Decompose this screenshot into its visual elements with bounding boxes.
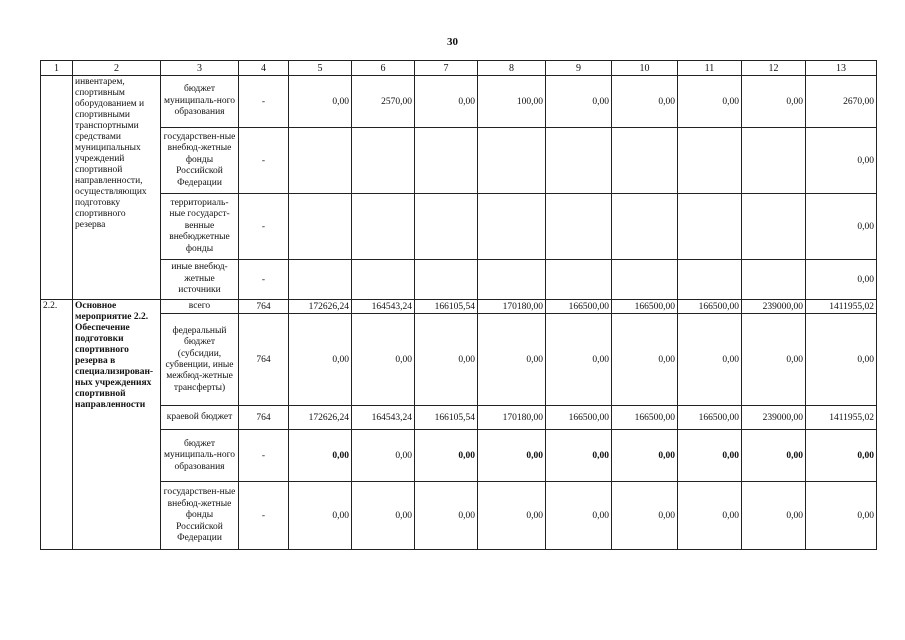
value-cell: 0,00 xyxy=(678,482,742,550)
column-header: 5 xyxy=(289,61,352,76)
value-cell xyxy=(289,260,352,300)
value-cell xyxy=(478,128,546,194)
value-cell xyxy=(352,194,415,260)
value-cell: 0,00 xyxy=(289,76,352,128)
value-cell: 0,00 xyxy=(546,482,612,550)
value-cell: 0,00 xyxy=(678,76,742,128)
value-cell: 172626,24 xyxy=(289,300,352,314)
value-cell: 0,00 xyxy=(352,430,415,482)
value-cell xyxy=(546,260,612,300)
value-cell: 166500,00 xyxy=(546,300,612,314)
value-cell: 0,00 xyxy=(289,482,352,550)
value-cell: 0,00 xyxy=(415,482,478,550)
value-cell: 0,00 xyxy=(289,430,352,482)
value-cell: 170180,00 xyxy=(478,300,546,314)
value-cell: 0,00 xyxy=(806,260,877,300)
funding-source-cell: государствен-ные внебюд-жетные фонды Российской Федерации xyxy=(161,482,239,550)
value-cell: 166500,00 xyxy=(612,300,678,314)
column-header: 1 xyxy=(41,61,73,76)
value-cell xyxy=(415,128,478,194)
value-cell: 0,00 xyxy=(742,482,806,550)
column-header: 9 xyxy=(546,61,612,76)
value-cell: 0,00 xyxy=(742,314,806,406)
column-header: 12 xyxy=(742,61,806,76)
value-cell: 2570,00 xyxy=(352,76,415,128)
value-cell: 166500,00 xyxy=(678,300,742,314)
value-cell: 0,00 xyxy=(678,430,742,482)
code-cell: - xyxy=(239,194,289,260)
table-row xyxy=(41,406,877,430)
value-cell xyxy=(478,260,546,300)
value-cell: 0,00 xyxy=(352,482,415,550)
table-row xyxy=(41,300,877,314)
value-cell xyxy=(612,194,678,260)
value-cell: 0,00 xyxy=(612,430,678,482)
value-cell: 0,00 xyxy=(478,314,546,406)
funding-source-cell: государствен-ные внебюд-жетные фонды Российской Федерации xyxy=(161,128,239,194)
column-header: 10 xyxy=(612,61,678,76)
column-header: 13 xyxy=(806,61,877,76)
value-cell xyxy=(612,128,678,194)
value-cell xyxy=(415,194,478,260)
funding-source-cell: краевой бюджет xyxy=(161,406,239,430)
column-header: 3 xyxy=(161,61,239,76)
code-cell: - xyxy=(239,128,289,194)
code-cell: 764 xyxy=(239,300,289,314)
funding-source-cell: бюджет муниципаль-ного образования xyxy=(161,76,239,128)
value-cell xyxy=(678,260,742,300)
value-cell xyxy=(546,128,612,194)
code-cell: 764 xyxy=(239,406,289,430)
value-cell xyxy=(478,194,546,260)
code-cell: 764 xyxy=(239,314,289,406)
value-cell: 0,00 xyxy=(478,430,546,482)
value-cell: 0,00 xyxy=(546,76,612,128)
value-cell xyxy=(612,260,678,300)
budget-table xyxy=(40,60,877,550)
value-cell: 0,00 xyxy=(742,76,806,128)
value-cell xyxy=(678,194,742,260)
value-cell: 166500,00 xyxy=(678,406,742,430)
value-cell: 164543,24 xyxy=(352,300,415,314)
code-cell: - xyxy=(239,482,289,550)
table-row xyxy=(41,76,877,128)
value-cell: 172626,24 xyxy=(289,406,352,430)
value-cell: 0,00 xyxy=(742,430,806,482)
row-number-cell xyxy=(41,76,73,300)
value-cell: 0,00 xyxy=(415,76,478,128)
value-cell: 0,00 xyxy=(678,314,742,406)
value-cell: 239000,00 xyxy=(742,406,806,430)
value-cell xyxy=(546,194,612,260)
event-name-cell: Основное мероприятие 2.2. Обеспечение подготовки спортивного резерва в специализирован-ных учреждениях спортивной направленности xyxy=(73,300,161,550)
column-header: 4 xyxy=(239,61,289,76)
table-row xyxy=(41,314,877,406)
value-cell: 0,00 xyxy=(806,482,877,550)
value-cell: 0,00 xyxy=(806,194,877,260)
value-cell xyxy=(352,128,415,194)
value-cell: 0,00 xyxy=(806,314,877,406)
value-cell: 239000,00 xyxy=(742,300,806,314)
table-row xyxy=(41,128,877,194)
value-cell xyxy=(678,128,742,194)
column-header: 8 xyxy=(478,61,546,76)
value-cell: 170180,00 xyxy=(478,406,546,430)
code-cell: - xyxy=(239,76,289,128)
value-cell: 0,00 xyxy=(415,430,478,482)
value-cell: 0,00 xyxy=(478,482,546,550)
value-cell: 166105,54 xyxy=(415,406,478,430)
table-row xyxy=(41,482,877,550)
value-cell xyxy=(415,260,478,300)
table-row xyxy=(41,260,877,300)
value-cell: 164543,24 xyxy=(352,406,415,430)
funding-source-cell: федеральный бюджет (субсидии, субвенции, иные межбюд-жетные трансферты) xyxy=(161,314,239,406)
value-cell: 0,00 xyxy=(806,128,877,194)
value-cell: 0,00 xyxy=(546,314,612,406)
value-cell: 0,00 xyxy=(546,430,612,482)
value-cell: 166105,54 xyxy=(415,300,478,314)
value-cell: 166500,00 xyxy=(612,406,678,430)
row-number-cell: 2.2. xyxy=(41,300,73,550)
value-cell: 0,00 xyxy=(415,314,478,406)
value-cell: 0,00 xyxy=(612,482,678,550)
code-cell: - xyxy=(239,430,289,482)
column-header: 6 xyxy=(352,61,415,76)
value-cell xyxy=(742,260,806,300)
column-header: 11 xyxy=(678,61,742,76)
funding-source-cell: иные внебюд-жетные источники xyxy=(161,260,239,300)
value-cell xyxy=(742,194,806,260)
funding-source-cell: территориаль-ные государст-венные внебюджетные фонды xyxy=(161,194,239,260)
value-cell: 0,00 xyxy=(612,314,678,406)
value-cell xyxy=(289,128,352,194)
event-name-cell: инвентарем, спортивным оборудованием и спортивными транспортными средствами муниципальных учреждений спортивной направленности, осуществляющих подготовку спортивного резерва xyxy=(73,76,161,300)
column-header: 2 xyxy=(73,61,161,76)
value-cell: 1411955,02 xyxy=(806,300,877,314)
value-cell: 1411955,02 xyxy=(806,406,877,430)
value-cell: 2670,00 xyxy=(806,76,877,128)
value-cell: 0,00 xyxy=(289,314,352,406)
code-cell: - xyxy=(239,260,289,300)
column-header: 7 xyxy=(415,61,478,76)
value-cell xyxy=(289,194,352,260)
value-cell xyxy=(742,128,806,194)
value-cell: 100,00 xyxy=(478,76,546,128)
funding-source-cell: бюджет муниципаль-ного образования xyxy=(161,430,239,482)
value-cell: 166500,00 xyxy=(546,406,612,430)
value-cell xyxy=(352,260,415,300)
table-row xyxy=(41,194,877,260)
table-row xyxy=(41,430,877,482)
page-number: 30 xyxy=(447,36,458,48)
value-cell: 0,00 xyxy=(352,314,415,406)
value-cell: 0,00 xyxy=(612,76,678,128)
header-row xyxy=(41,61,877,76)
funding-source-cell: всего xyxy=(161,300,239,314)
value-cell: 0,00 xyxy=(806,430,877,482)
